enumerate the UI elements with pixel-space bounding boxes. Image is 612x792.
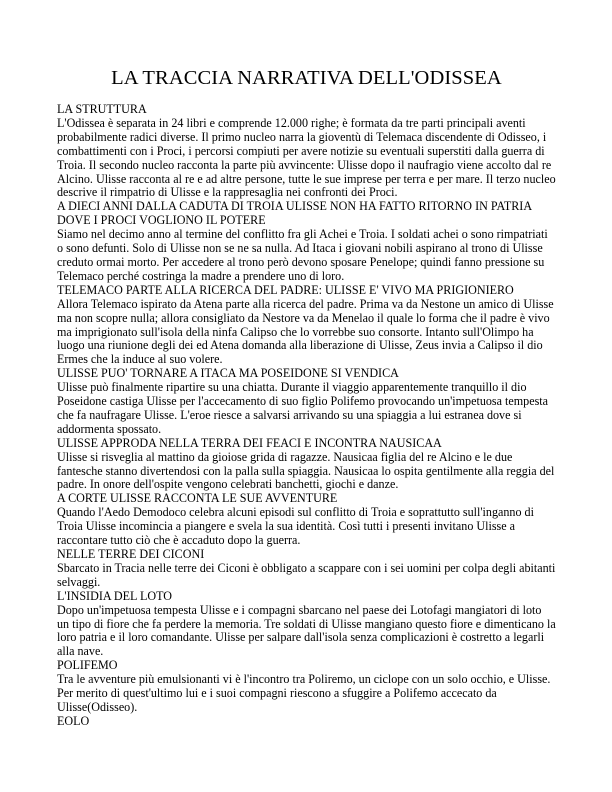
section-telemaco bbox=[57, 284, 556, 367]
section-heading: ULISSE APPRODA NELLA TERRA DEI FEACI E INCONTRA NAUSICAA bbox=[57, 435, 442, 450]
section-eolo bbox=[57, 715, 556, 729]
section-poseidone bbox=[57, 367, 556, 437]
section-heading: TELEMACO PARTE ALLA RICERCA DEL PADRE: ULISSE E' VIVO MA PRIGIONIERO bbox=[57, 282, 514, 297]
section-heading: NELLE TERRE DEI CICONI bbox=[57, 547, 205, 561]
section-heading: L'INSIDIA DEL LOTO bbox=[57, 588, 173, 603]
section-dieci-anni bbox=[57, 200, 556, 283]
section-heading: A CORTE ULISSE RACCONTA LE SUE AVVENTURE bbox=[57, 491, 338, 506]
section-struttura bbox=[57, 103, 556, 200]
section-heading: EOLO bbox=[57, 713, 90, 728]
section-paragraph: Ulisse si risveglia al mattino da gioiose grida di ragazze. Nausicaa figlia del re Alcino e le due fantesche stanno divertendosi con la palla sulla spiaggia. Nausicaa lo ospita gentilmente alla reggia del padre. In onore dell'ospite vengono celebrati banchetti, giochi e danze. bbox=[57, 449, 555, 492]
section-ciconi bbox=[57, 548, 556, 590]
section-feaci bbox=[57, 437, 556, 493]
section-corte bbox=[57, 492, 556, 548]
section-paragraph: Dopo un'impetuosa tempesta Ulisse e i compagni sbarcano nel paese dei Lotofagi mangiatori di loto un tipo di fiore che fa perdere la memoria. Tre soldati di Ulisse mangiano questo fiore e dimenticano la loro patria e il loro comandante. Ulisse per salpare dall'isola senza complicazioni è costretto a legarli alla nave. bbox=[57, 602, 556, 659]
section-heading: ULISSE PUO' TORNARE A ITACA MA POSEIDONE SI VENDICA bbox=[57, 366, 399, 381]
section-paragraph: Sbarcato in Tracia nelle terre dei Ciconi è obbligato a scappare con i sei uomini per colpa degli abitanti selvaggi. bbox=[57, 560, 556, 589]
section-paragraph: Allora Telemaco ispirato da Atena parte alla ricerca del padre. Prima va da Nestone un amico di Ulisse ma non scopre nulla; allora consigliato da Nestore va da Menelao il quale lo forma che il padre è vivo ma imprigionato sull'isola della ninfa Calipso che lo vorrebbe suo consorte. Intanto sull'Olimpo ha luogo una riunione degli dei ed Atena domanda alla liberazione di Ulisse, Zeus invia a Calipso il dio Ermes che la induce al suo volere. bbox=[57, 296, 554, 367]
section-paragraph: Tra le avventure più emulsionanti vi è l'incontro tra Poliremo, un ciclope con un solo occhio, e Ulisse. Per merito di quest'ultimo lui e i suoi compagni riescono a sfuggire a Polifemo accecato da Ulisse(Odisseo). bbox=[57, 672, 551, 714]
document-title: LA TRACCIA NARRATIVA DELL'ODISSEA bbox=[111, 67, 502, 89]
section-loto bbox=[57, 590, 556, 660]
section-polifemo bbox=[57, 659, 556, 715]
section-heading: LA STRUTTURA bbox=[57, 102, 147, 116]
section-paragraph: Ulisse può finalmente ripartire su una chiatta. Durante il viaggio apparentemente tranquillo il dio Poseidone castiga Ulisse per l'accecamento di suo figlio Polifemo provocando un'impetuosa tempesta che fa naufragare Ulisse. L'eroe riesce a salvarsi arrivando su una spiaggia a lui estranea dove si addormenta spossato. bbox=[57, 380, 549, 436]
section-paragraph: Siamo nel decimo anno al termine del conflitto fra gli Achei e Troia. I soldati achei o sono rimpatriati o sono defunti. Solo di Ulisse non se ne sa nulla. Ad Itaca i giovani nobili aspirano al trono di Ulisse creduto ormai morto. Per accedere al trono però devono sposare Penelope; quindi fanno pressione su Telemaco perché costringa la madre a prendere uno di loro. bbox=[57, 227, 548, 283]
section-paragraph: L'Odissea è separata in 24 libri e comprende 12.000 righe; è formata da tre parti principali aventi probabilmente radici diverse. Il primo nucleo narra la gioventù di Telemaca discendente di Odisseo, i combattimenti con i Proci, i percorsi compiuti per avere notizie su eventuali superstiti dalla guerra di Troia. Il secondo nucleo racconta la parte più avvincente: Ulisse dopo il naufragio viene accolto dal re Alcino. Ulisse racconta al re e ad altre persone, tutte le sue imprese per terra e per mare. Il terzo nucleo descrive il rimpatrio di Ulisse e la rappresaglia nei confronti dei Proci. bbox=[57, 115, 556, 200]
section-heading: A DIECI ANNI DALLA CADUTA DI TROIA ULISSE NON HA FATTO RITORNO IN PATRIA DOVE I PROCI VOGLIONO IL POTERE bbox=[57, 199, 532, 228]
section-heading: POLIFEMO bbox=[57, 658, 118, 673]
section-paragraph: Quando l'Aedo Demodoco celebra alcuni episodi sul conflitto di Troia e soprattutto sull'inganno di Troia Ulisse incomincia a piangere e svela la sua identità. Così tutti i presenti invitano Ulisse a raccontare tutto ciò che è accaduto dopo la guerra. bbox=[57, 505, 534, 548]
